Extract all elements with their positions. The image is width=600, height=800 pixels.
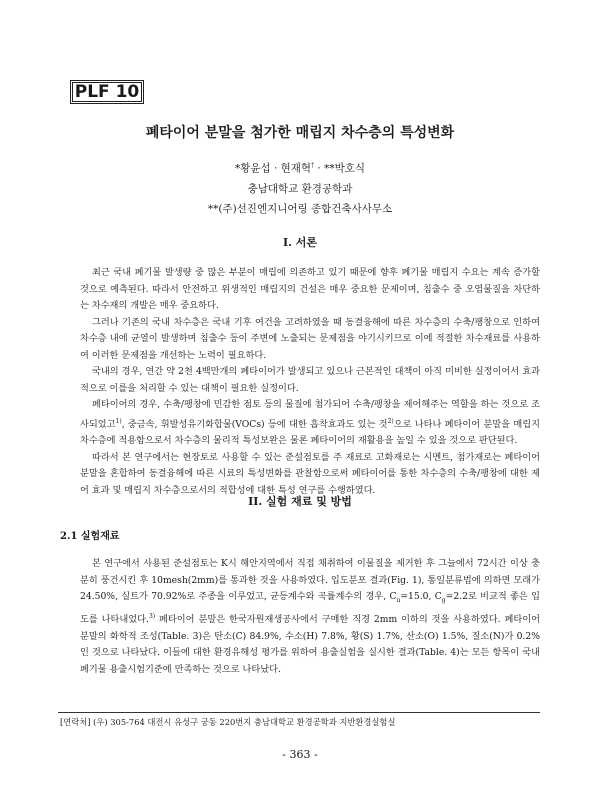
ref-2: 2) — [387, 417, 394, 425]
author-names-rest: · **박호식 — [314, 162, 366, 175]
page-number: - 363 - — [282, 748, 318, 761]
subsection-heading: 2.1 실험재료 — [60, 531, 120, 542]
intro-paragraph-5: 따라서 본 연구에서는 현장토로 사용할 수 있는 준설점토를 주 재료로 고화재로는 시멘트, 첨가재로는 폐타이어 분말을 혼합하여 동결융해에 따른 시료의 특성변화를 관찰함으로써 폐타이어를 통한 차수층의 수축/팽창에 대한 제어 효과 및 매립지 차수층으로서의 적합성에 대한 특성 연구를 수행하였다. — [80, 451, 540, 496]
corresponding-mark: † — [311, 162, 315, 169]
method-text-d: 폐타이어 분말은 한국자원재생공사에서 구매한 직경 2mm 이하의 것을 사용하였다. 폐타이어 분말의 화학적 조성(Table. 3)은 탄소(C) 84.9%, 수소(H) 7.8%, 황(S) 1.7%, 산소(O) 1.5%, 질소(N)가 0.2% 인 것으로 나타났다. 이들에 대한 환경유해성 평가를 위하여 용출실험을 실시한 결과(Table. 4)는 모든 항목이 국내 폐기물 용출시험기준에 만족하는 것으로 나타났다. — [80, 614, 540, 675]
contact-footnote: [연락처] (우) 305-764 대전시 유성구 궁동 220번지 충남대학교 환경공학과 지반환경실험실 — [60, 717, 396, 727]
intro-paragraph-2: 그러나 기존의 국내 차수층은 국내 기후 여건을 고려하였을 때 동결융해에 따른 차수층의 수축/팽창으로 인하여 차수층 내에 균열이 발생하며 침출수 등이 주변에 노출되는 문제점을 야기시키므로 이에 적절한 차수재료를 사용하여 이러한 문제점을 개선하는 노력이 필요하다. — [80, 316, 540, 361]
intro-paragraph-3: 국내의 경우, 연간 약 2천 4백만개의 폐타이어가 발생되고 있으나 근본적인 대책이 아직 미비한 실정이어서 효과적으로 이를을 처리할 수 있는 대책이 필요한 실정이다. — [80, 366, 540, 394]
p4-text-a: 폐타이어의 경우, 수축/팽창에 민감한 점토 등의 물질에 첨가되어 수축/팽창을 제어해주는 역할을 하는 것으로 조사되었고 — [80, 399, 540, 430]
method-paragraph-1 — [80, 556, 540, 678]
method-body — [80, 556, 540, 678]
authors-block — [0, 156, 600, 219]
ref-1: 1) — [115, 417, 122, 425]
affiliation-2: **(주)선진엔지니어링 종합건축사사무소 — [207, 202, 393, 215]
author-names-main: *황윤섭 · 현재혁 — [234, 162, 312, 175]
intro-body — [80, 265, 540, 499]
author-names — [0, 156, 600, 179]
intro-heading: I. 서론 — [282, 236, 318, 249]
p4-text-c: 으로 나타나 폐타이어 분말을 매립지 차수층에 적용함으로서 차수층의 물리적 특성보완은 물론 폐타이어의 재활용을 높일 수 있을 것으로 판단된다. — [80, 418, 540, 447]
method-text-a: 본 연구에서 사용된 준설점토는 K시 해안지역에서 직접 채취하여 이물질을 제거한 후 그늘에서 72시간 이상 충분히 풍건시킨 후 10mesh(2mm)를 통과한 것을 사용하였다. 입도분포 결과(Fig. 1), 통일분류법에 의하면 모래가 24.50%, 실트가 70.92%로 주종을 이루었고, 균등계수와 곡률계수의 경우, C — [80, 558, 540, 602]
affiliation-1: 충남대학교 환경공학과 — [247, 182, 353, 195]
p4-text-b: , 중금속, 휘발성유기화합물(VOCs) 등에 대한 흡착효과도 있는 것 — [121, 418, 388, 430]
intro-paragraph-4 — [80, 397, 540, 450]
footnote-rule — [58, 712, 540, 713]
method-text-c: =2.2로 비교적 좋은 입도를 나타내었다. — [80, 591, 540, 626]
cu-subscript: u — [396, 596, 401, 604]
intro-paragraph-1: 최근 국내 폐기물 발생량 중 많은 부분이 매립에 의존하고 있기 때문에 향후 폐기물 매립지 수요는 계속 증가할 것으로 예측된다. 따라서 안전하고 위생적인 매립지의 건설은 매우 중요한 문제이며, 침출수 중 오염물질을 차단하는 차수재의 개발은 매우 중요하다. — [80, 267, 540, 311]
cg-subscript: g — [441, 596, 446, 604]
ref-3: 3) — [148, 613, 156, 621]
method-heading: II. 실험 재료 및 방법 — [248, 495, 352, 508]
method-text-b: =15.0, C — [400, 591, 442, 602]
paper-title: 폐타이어 분말을 첨가한 매립지 차수층의 특성변화 — [145, 125, 455, 141]
paper-tag: PLF 10 — [70, 80, 144, 104]
